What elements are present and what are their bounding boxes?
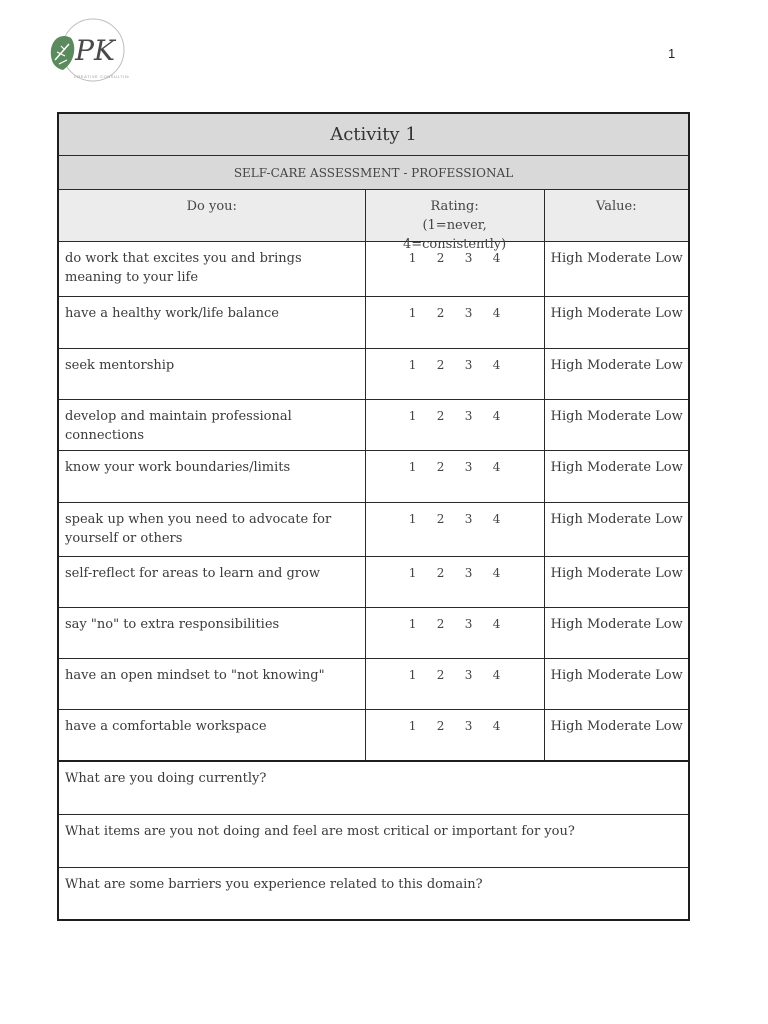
rating-option-3[interactable]: 3 xyxy=(464,566,473,580)
header-do-you: Do you: xyxy=(59,190,366,241)
header-rating xyxy=(366,190,545,252)
question-prompt: What are you doing currently? xyxy=(65,771,267,786)
table-title-row xyxy=(59,114,688,155)
column-header-row xyxy=(59,189,688,252)
rating-option-4[interactable]: 4 xyxy=(492,460,501,474)
rating-option-3[interactable]: 3 xyxy=(464,306,473,320)
table-row xyxy=(59,296,688,348)
rating-options xyxy=(366,710,545,760)
table-row xyxy=(59,348,688,399)
question-row[interactable] xyxy=(59,814,688,867)
item-label: have an open mindset to "not knowing" xyxy=(59,659,366,709)
rating-option-1[interactable]: 1 xyxy=(408,251,417,265)
question-row[interactable] xyxy=(59,760,688,814)
logo xyxy=(47,16,129,88)
rating-option-4[interactable]: 4 xyxy=(492,512,501,526)
rating-option-3[interactable]: 3 xyxy=(464,668,473,682)
rating-options xyxy=(366,503,545,556)
assessment-subtitle: SELF-CARE ASSESSMENT - PROFESSIONAL xyxy=(233,165,514,180)
question-prompt: What are some barriers you experience related to this domain? xyxy=(65,877,483,892)
table-row xyxy=(59,709,688,760)
leaf-logo-icon xyxy=(47,16,129,88)
table-row xyxy=(59,241,688,296)
item-label: speak up when you need to advocate for yourself or others xyxy=(59,503,366,556)
rating-options xyxy=(366,297,545,348)
rating-option-3[interactable]: 3 xyxy=(464,409,473,423)
rating-option-4[interactable]: 4 xyxy=(492,719,501,733)
rating-options xyxy=(366,400,545,450)
value-options[interactable]: High Moderate Low xyxy=(550,460,683,475)
table-row xyxy=(59,450,688,502)
table-subtitle-row xyxy=(59,155,688,189)
rating-option-2[interactable]: 2 xyxy=(436,358,445,372)
rating-option-2[interactable]: 2 xyxy=(436,617,445,631)
logo-tagline: CREATIVE CONSULTING xyxy=(73,74,129,79)
item-label: develop and maintain professional connections xyxy=(59,400,366,450)
rating-option-3[interactable]: 3 xyxy=(464,512,473,526)
logo-monogram: PK xyxy=(75,34,115,67)
rating-options xyxy=(366,242,545,296)
rating-option-2[interactable]: 2 xyxy=(436,668,445,682)
header-value: Value: xyxy=(596,199,637,214)
value-options[interactable]: High Moderate Low xyxy=(550,566,683,581)
item-label: seek mentorship xyxy=(59,349,366,399)
item-label: self-reflect for areas to learn and grow xyxy=(59,557,366,607)
rating-option-4[interactable]: 4 xyxy=(492,358,501,372)
rating-option-3[interactable]: 3 xyxy=(464,460,473,474)
value-options[interactable]: High Moderate Low xyxy=(550,617,683,632)
rating-option-1[interactable]: 1 xyxy=(408,617,417,631)
value-options[interactable]: High Moderate Low xyxy=(550,668,683,683)
rating-option-2[interactable]: 2 xyxy=(436,251,445,265)
rating-option-2[interactable]: 2 xyxy=(436,512,445,526)
rating-option-4[interactable]: 4 xyxy=(492,566,501,580)
value-options[interactable]: High Moderate Low xyxy=(550,358,683,373)
rating-option-3[interactable]: 3 xyxy=(464,617,473,631)
rating-option-4[interactable]: 4 xyxy=(492,306,501,320)
activity-title: Activity 1 xyxy=(330,124,417,145)
rating-option-4[interactable]: 4 xyxy=(492,617,501,631)
item-label: have a healthy work/life balance xyxy=(59,297,366,348)
header-rating-scale: (1=never, 4=consistently) xyxy=(402,218,507,252)
rating-option-2[interactable]: 2 xyxy=(436,566,445,580)
value-options[interactable]: High Moderate Low xyxy=(550,251,683,266)
monstera-leaf-icon xyxy=(51,36,74,70)
rating-option-4[interactable]: 4 xyxy=(492,668,501,682)
question-rows xyxy=(59,760,688,919)
assessment-table xyxy=(57,112,690,921)
item-rows xyxy=(59,241,688,760)
rating-option-1[interactable]: 1 xyxy=(408,668,417,682)
rating-options xyxy=(366,659,545,709)
rating-option-3[interactable]: 3 xyxy=(464,358,473,372)
question-prompt: What items are you not doing and feel are most critical or important for you? xyxy=(65,824,575,839)
item-label: say "no" to extra responsibilities xyxy=(59,608,366,658)
rating-option-3[interactable]: 3 xyxy=(464,251,473,265)
rating-option-1[interactable]: 1 xyxy=(408,409,417,423)
question-row[interactable] xyxy=(59,867,688,919)
rating-option-4[interactable]: 4 xyxy=(492,409,501,423)
table-row xyxy=(59,399,688,450)
rating-option-2[interactable]: 2 xyxy=(436,409,445,423)
rating-option-1[interactable]: 1 xyxy=(408,358,417,372)
value-options[interactable]: High Moderate Low xyxy=(550,719,683,734)
rating-option-2[interactable]: 2 xyxy=(436,719,445,733)
rating-options xyxy=(366,451,545,502)
item-label: do work that excites you and brings meaning to your life xyxy=(59,242,366,296)
value-options[interactable]: High Moderate Low xyxy=(550,409,683,424)
table-row xyxy=(59,502,688,556)
table-row xyxy=(59,556,688,607)
rating-option-1[interactable]: 1 xyxy=(408,306,417,320)
header-rating-label: Rating: xyxy=(430,199,479,214)
item-label: have a comfortable workspace xyxy=(59,710,366,760)
rating-option-4[interactable]: 4 xyxy=(492,251,501,265)
table-row xyxy=(59,658,688,709)
rating-option-2[interactable]: 2 xyxy=(436,460,445,474)
rating-option-1[interactable]: 1 xyxy=(408,719,417,733)
rating-options xyxy=(366,608,545,658)
table-row xyxy=(59,607,688,658)
page-number: 1 xyxy=(668,46,676,61)
value-options[interactable]: High Moderate Low xyxy=(550,306,683,321)
rating-option-3[interactable]: 3 xyxy=(464,719,473,733)
value-options[interactable]: High Moderate Low xyxy=(550,512,683,527)
item-label: know your work boundaries/limits xyxy=(59,451,366,502)
rating-option-1[interactable]: 1 xyxy=(408,512,417,526)
rating-options xyxy=(366,557,545,607)
rating-option-1[interactable]: 1 xyxy=(408,566,417,580)
rating-options xyxy=(366,349,545,399)
rating-option-1[interactable]: 1 xyxy=(408,460,417,474)
rating-option-2[interactable]: 2 xyxy=(436,306,445,320)
